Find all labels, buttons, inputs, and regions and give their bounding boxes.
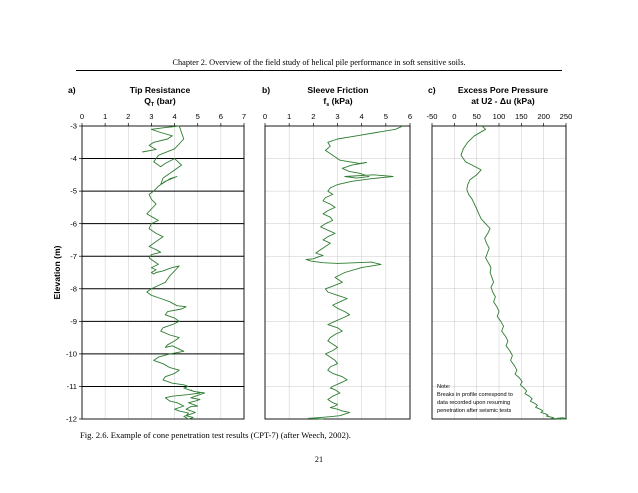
panel-letter: c) xyxy=(428,85,436,95)
y-axis-label: Elevation (m) xyxy=(52,245,62,300)
x-tick-label: 7 xyxy=(241,112,247,121)
x-tick-label: 200 xyxy=(537,112,551,121)
x-tick-label: 50 xyxy=(472,112,481,121)
x-tick-label: 0 xyxy=(79,112,85,121)
panel-title: Excess Pore Pressure xyxy=(457,85,549,95)
panel-letter: a) xyxy=(68,85,76,95)
y-tick-label: -6 xyxy=(70,219,77,229)
figure-caption: Fig. 2.6. Example of cone penetration test results (CPT-7) (after Weech, 2002). xyxy=(80,430,351,440)
x-tick-label: 5 xyxy=(195,112,200,121)
x-axis-label-symbol: Δu xyxy=(499,96,512,106)
x-tick-label: 3 xyxy=(149,112,154,121)
y-tick-label: -5 xyxy=(70,186,77,196)
x-axis-label xyxy=(471,96,535,106)
x-tick-label: 6 xyxy=(407,112,413,121)
note-line: Note: xyxy=(437,384,451,390)
plot-frame xyxy=(82,126,244,419)
y-tick-label: -10 xyxy=(66,349,77,359)
x-tick-label: 100 xyxy=(492,112,506,121)
x-axis-label-subscript: s xyxy=(326,102,330,108)
x-tick-label: 250 xyxy=(559,112,573,121)
x-axis-label-symbol: f xyxy=(323,96,327,106)
y-tick-label: -4 xyxy=(70,154,77,164)
x-axis-label-unit: (kPa) xyxy=(329,96,353,106)
x-axis-label xyxy=(323,96,352,108)
y-tick-label: -8 xyxy=(70,284,77,294)
x-tick-label: 1 xyxy=(103,112,108,121)
x-tick-label: -50 xyxy=(426,112,438,121)
page-header: Chapter 2. Overview of the field study of helical pile performance in soft sensitive soils. xyxy=(172,58,466,67)
panel-title: Sleeve Friction xyxy=(307,85,369,95)
data-trace xyxy=(306,126,403,419)
y-tick-label: -11 xyxy=(66,382,77,392)
panel-letter: b) xyxy=(262,85,271,95)
x-axis-label-unit: (kPa) xyxy=(511,96,535,106)
panel-title: Tip Resistance xyxy=(129,85,191,95)
x-axis-label-unit: (bar) xyxy=(154,96,176,106)
page-number: 21 xyxy=(314,455,324,464)
x-tick-label: 2 xyxy=(311,112,316,121)
y-tick-label: -9 xyxy=(70,316,77,326)
x-axis-label xyxy=(144,96,176,108)
x-tick-label: 4 xyxy=(359,112,364,121)
y-tick-label: -12 xyxy=(66,414,77,424)
x-axis-label-symbol: Q xyxy=(144,96,151,106)
x-tick-label: 150 xyxy=(514,112,528,121)
x-axis-label-subscript: T xyxy=(150,102,155,108)
y-tick-label: -3 xyxy=(70,121,77,131)
x-axis-label-prefix: at U2 - xyxy=(471,96,500,106)
note-line: penetration after seismic tests xyxy=(437,408,512,414)
x-tick-label: 0 xyxy=(262,112,268,121)
x-tick-label: 3 xyxy=(335,112,340,121)
x-tick-label: 1 xyxy=(287,112,292,121)
x-tick-label: 4 xyxy=(172,112,177,121)
x-tick-label: 6 xyxy=(218,112,223,121)
note-line: data recorded upon resuming xyxy=(437,400,511,406)
x-tick-label: 5 xyxy=(383,112,388,121)
note-line: Breaks in profile correspond to xyxy=(437,392,513,398)
x-tick-label: 2 xyxy=(126,112,131,121)
x-tick-label: 0 xyxy=(452,112,457,121)
y-tick-label: -7 xyxy=(70,251,77,261)
